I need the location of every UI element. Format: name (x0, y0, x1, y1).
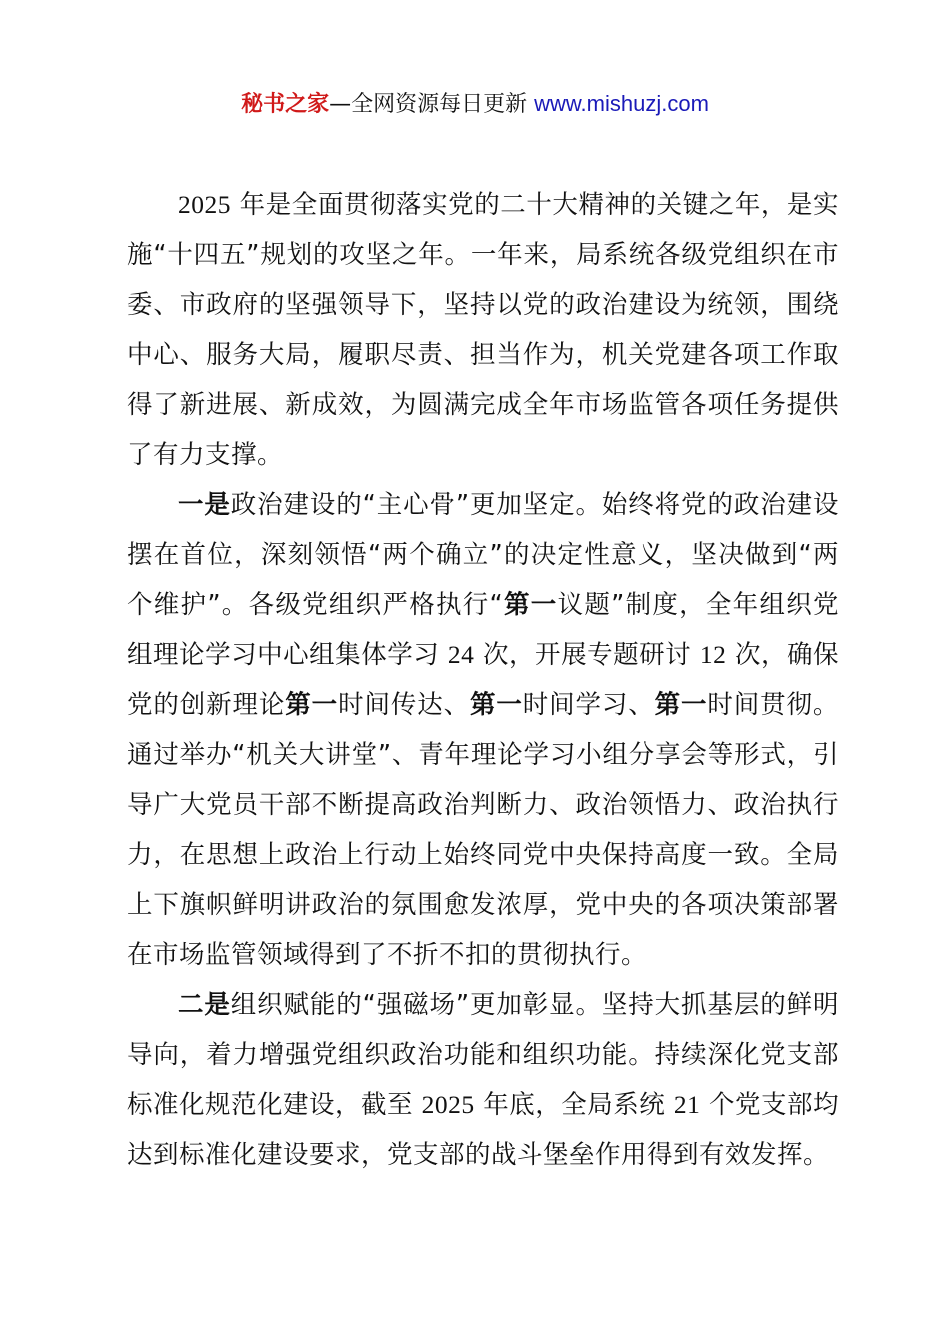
paragraph-text: 组织赋能的“强磁场”更加彰显。坚持大抓基层的鲜明导向，着力增强党组织政治功能和组织功能。持续深化党支部标准化规范化建设，截至 (127, 990, 839, 1120)
count-number: 24 (447, 640, 475, 669)
paragraph-text: 年是全面贯彻落实党的二十大精神的关键之年，是实施“十四五”规划的攻坚之年。一年来，局系统各级党组织在市委、市政府的坚强领导下，坚持以党的政治建设为统领，围绕中心、服务大局，履职尽责、担当作为，机关党建各项工作取得了新进展、新成效，为圆满完成全年市场监管各项任务提供了有力支撑。 (127, 190, 839, 470)
paragraph-point-two (127, 980, 839, 1180)
emphasis-text: 第一 (285, 690, 339, 720)
emphasis-text: 第一 (469, 690, 523, 720)
paragraph-text: 次，开展专题研讨 (474, 640, 700, 670)
site-url-link[interactable]: www.mishuzj.com (534, 91, 709, 116)
paragraph-text: 时间传达、 (338, 690, 470, 720)
count-number: 21 (673, 1090, 701, 1119)
paragraph-intro (127, 180, 839, 480)
point-lead-label: 一是 (178, 490, 231, 520)
paragraph-text: 次，确保党的创新理论 (127, 640, 840, 720)
year-number: 2025 (421, 1090, 475, 1119)
point-lead-label: 二是 (178, 990, 231, 1020)
paragraph-point-one (127, 480, 839, 980)
paragraph-text: 政治建设的“主心骨”更加坚定。始终将党的政治建设摆在首位，深刻领悟“两个确立”的决定性意义，坚决做到“两个维护”。各级党组织严格执行“ (127, 490, 839, 620)
emphasis-text: 第一 (503, 590, 558, 620)
paragraph-text: 议题”制度，全年组织党组理论学习中心组集体学习 (127, 590, 839, 670)
header-slogan: —全网资源每日更新 (329, 92, 535, 117)
paragraph-text: 年底，全局系统 (474, 1090, 674, 1120)
paragraph-text: 时间学习、 (522, 690, 655, 720)
paragraph-text: 个党支部均达到标准化建设要求，党支部的战斗堡垒作用得到有效发挥。 (127, 1090, 839, 1170)
emphasis-text: 第一 (654, 690, 708, 720)
document-body (127, 180, 839, 1180)
paragraph-text: 时间贯彻。通过举办“机关大讲堂”、青年理论学习小组分享会等形式，引导广大党员干部不断提高政治判断力、政治领悟力、政治执行力，在思想上政治上行动上始终同党中央保持高度一致。全局上下旗帜鲜明讲政治的氛围愈发浓厚，党中央的各项决策部署在市场监管领域得到了不折不扣的贯彻执行。 (127, 690, 839, 970)
brand-name: 秘书之家 (241, 92, 330, 117)
year-number: 2025 (178, 190, 231, 219)
site-header (0, 86, 950, 123)
count-number: 12 (699, 640, 727, 669)
